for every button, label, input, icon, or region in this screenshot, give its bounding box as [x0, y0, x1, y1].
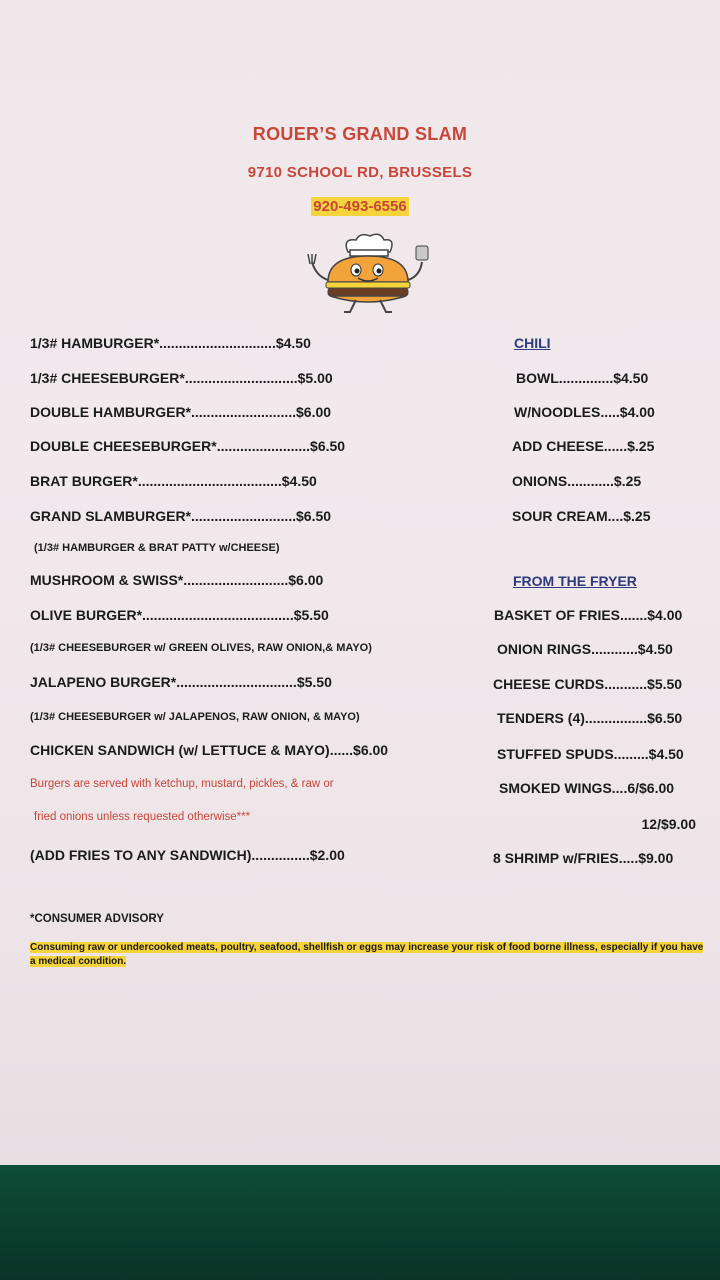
- fryer-item-fries: BASKET OF FRIES.......$4.00: [494, 607, 683, 623]
- fryer-item-onion-rings: ONION RINGS............$4.50: [497, 641, 673, 657]
- menu-item-brat-burger: BRAT BURGER*.....................................$4.50: [30, 473, 317, 489]
- burger-toppings-note-line1: Burgers are served with ketchup, mustard, pickles, & raw or: [30, 778, 334, 790]
- table-background: [0, 1165, 720, 1280]
- burger-toppings-note-line2: fried onions unless requested otherwise***: [34, 811, 251, 823]
- restaurant-phone-wrap: [0, 198, 720, 215]
- menu-item-hamburger: 1/3# HAMBURGER*..............................$4.50: [30, 335, 311, 351]
- menu-item-jalapeno-burger: JALAPENO BURGER*...............................$5.50: [30, 674, 332, 690]
- fryer-item-wings-12: 12/$9.00: [641, 816, 696, 832]
- fryer-heading: FROM THE FRYER: [513, 573, 637, 589]
- menu-item-cheeseburger: 1/3# CHEESEBURGER*.............................$5.00: [30, 370, 333, 386]
- burger-chef-icon: [298, 232, 436, 314]
- chili-item-sour-cream: SOUR CREAM....$.25: [512, 508, 651, 524]
- chili-item-onions: ONIONS............$.25: [512, 473, 642, 489]
- menu-item-mushroom-swiss: MUSHROOM & SWISS*...........................$6.00: [30, 572, 324, 588]
- menu-item-add-fries: (ADD FRIES TO ANY SANDWICH)...............$2.00: [30, 847, 345, 863]
- fryer-item-shrimp: 8 SHRIMP w/FRIES.....$9.00: [493, 850, 674, 866]
- menu-note-jalapeno-burger: (1/3# CHEESEBURGER w/ JALAPENOS, RAW ONION, & MAYO): [30, 711, 360, 723]
- restaurant-phone: 920-493-6556: [313, 198, 407, 215]
- chili-item-noodles: W/NOODLES.....$4.00: [514, 404, 655, 420]
- menu-item-double-hamburger: DOUBLE HAMBURGER*...........................$6.00: [30, 404, 332, 420]
- chili-heading: CHILI: [514, 335, 551, 351]
- consumer-advisory-text-wrap: [30, 941, 705, 969]
- chili-item-bowl: BOWL..............$4.50: [516, 370, 649, 386]
- fryer-item-cheese-curds: CHEESE CURDS...........$5.50: [493, 676, 683, 692]
- fryer-item-smoked-wings: SMOKED WINGS....6/$6.00: [499, 780, 675, 796]
- menu-note-grand-slamburger: (1/3# HAMBURGER & BRAT PATTY w/CHEESE): [34, 542, 280, 554]
- consumer-advisory-heading: *CONSUMER ADVISORY: [30, 913, 164, 925]
- chili-item-add-cheese: ADD CHEESE......$.25: [512, 438, 655, 454]
- restaurant-address: 9710 SCHOOL RD, BRUSSELS: [247, 164, 473, 181]
- menu-item-chicken-sandwich: CHICKEN SANDWICH (w/ LETTUCE & MAYO)......$6.00: [30, 742, 389, 758]
- fryer-item-tenders: TENDERS (4)................$6.50: [497, 710, 683, 726]
- menu-note-olive-burger: (1/3# CHEESEBURGER w/ GREEN OLIVES, RAW ONION,& MAYO): [30, 642, 372, 654]
- menu-item-grand-slamburger: GRAND SLAMBURGER*...........................$6.50: [30, 508, 332, 524]
- consumer-advisory-text: Consuming raw or undercooked meats, poultry, seafood, shellfish or eggs may increase your risk of food borne illness, especially if you have a medical condition.: [30, 942, 704, 967]
- fryer-item-stuffed-spuds: STUFFED SPUDS.........$4.50: [497, 746, 684, 762]
- menu-item-double-cheeseburger: DOUBLE CHEESEBURGER*........................$6.50: [30, 438, 346, 454]
- menu-item-olive-burger: OLIVE BURGER*.......................................$5.50: [30, 607, 329, 623]
- restaurant-name: ROUER’S GRAND SLAM: [252, 124, 468, 144]
